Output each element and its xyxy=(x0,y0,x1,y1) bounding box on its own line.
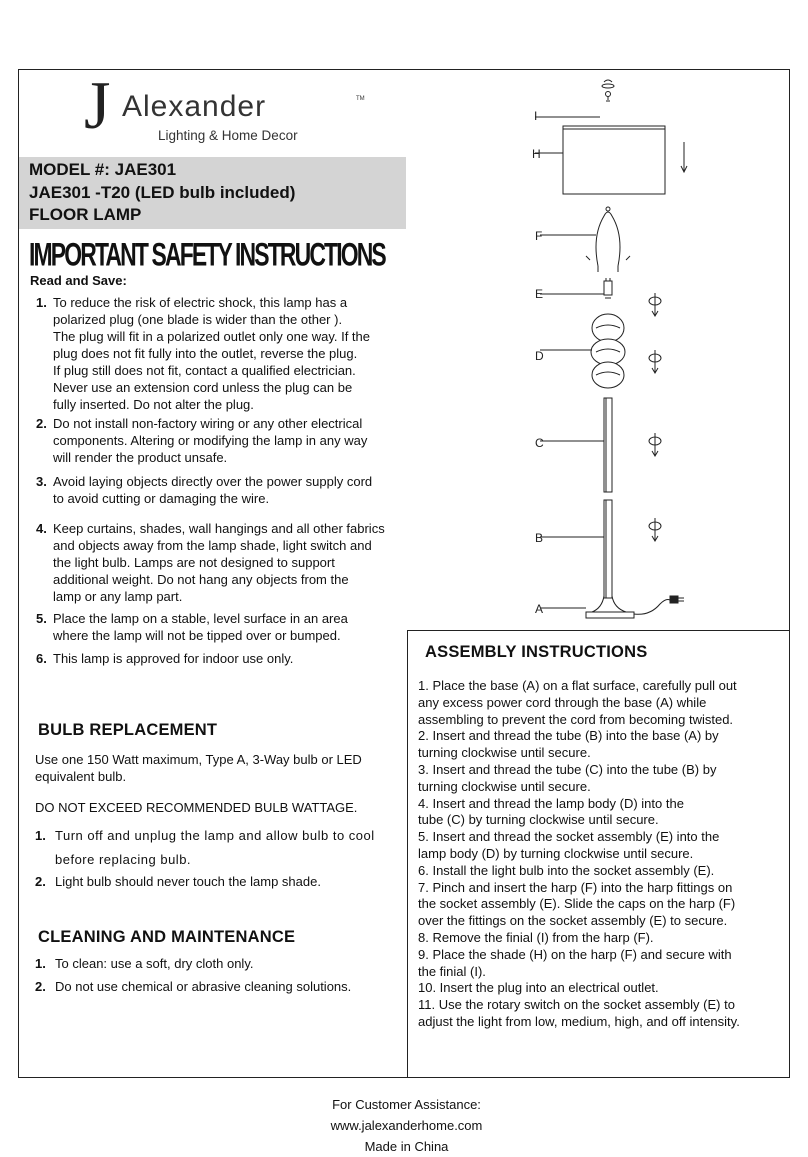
item-text: To reduce the risk of electric shock, this lamp has a polarized plug (one blade is wider than the other ). The plug will fit in a polarized outlet only one way. If the plug does not fit fully into the outlet, reverse the plug. If plug still does not fit, contact a qualified electrician. Never use an extension cord unless the plug can be fully inserted. Do not alter the plug. xyxy=(53,295,370,412)
socket-part xyxy=(540,278,612,298)
assembly-step-9: 9. Place the shade (H) on the harp (F) and secure with the finial (I). xyxy=(418,946,732,979)
assembly-step-11: 11. Use the rotary switch on the socket assembly (E) to adjust the light from low, medium, high, and off intensity. xyxy=(418,997,740,1029)
origin-label: Made in China xyxy=(364,1139,449,1154)
item-number: 4. xyxy=(36,521,47,536)
footer xyxy=(0,1094,808,1157)
safety-item-5 xyxy=(36,610,406,644)
logo-tagline: Lighting & Home Decor xyxy=(158,128,298,143)
tube-b-part xyxy=(540,500,612,598)
tube-c-part xyxy=(540,398,612,492)
website-link[interactable]: www.jalexanderhome.com xyxy=(330,1118,483,1133)
base-part xyxy=(540,596,684,618)
assembly-step-1: 1. Place the base (A) on a flat surface, carefully pull out any excess power cord through the base (A) while assembling to prevent the cord from becoming twisted. xyxy=(418,678,737,727)
brand-logo xyxy=(78,74,378,146)
customer-assistance-label: For Customer Assistance: xyxy=(332,1097,481,1112)
assembly-step-4: 4. Insert and thread the lamp body (D) into the tube (C) by turning clockwise until secure. xyxy=(418,795,684,828)
label-b: B xyxy=(535,531,544,545)
item-number: 2. xyxy=(36,416,47,431)
rotation-arrows xyxy=(649,293,661,541)
item-number: 6. xyxy=(36,651,47,666)
assembly-step-6: 6. Install the light bulb into the socket assembly (E). xyxy=(418,862,715,878)
logo-trademark: TM xyxy=(356,96,365,102)
item-text: Light bulb should never touch the lamp shade. xyxy=(55,874,321,889)
label-e: E xyxy=(535,287,544,301)
cleaning-item-2 xyxy=(35,978,397,995)
label-h: H xyxy=(532,147,541,161)
label-i: I xyxy=(534,109,538,123)
read-save-label: Read and Save: xyxy=(30,273,127,288)
finial-part xyxy=(535,80,614,117)
assembly-step-10: 10. Insert the plug into an electrical outlet. xyxy=(418,980,659,996)
bulb-title: BULB REPLACEMENT xyxy=(38,721,218,739)
logo-name: Alexander xyxy=(122,90,267,123)
item-number: 1. xyxy=(35,828,46,843)
column-divider xyxy=(407,630,408,1078)
label-c: C xyxy=(535,436,544,450)
item-text: This lamp is approved for indoor use only. xyxy=(53,651,294,666)
safety-item-1 xyxy=(36,294,406,413)
model-variant: JAE301 -T20 (LED bulb included) xyxy=(29,182,296,202)
harp-part xyxy=(540,207,630,272)
item-text: Place the lamp on a stable, level surface in an area where the lamp will not be tipped over or bumped. xyxy=(53,611,348,643)
cleaning-item-1 xyxy=(35,955,397,972)
label-d: D xyxy=(535,349,544,363)
item-number: 1. xyxy=(36,295,47,310)
assembly-title: ASSEMBLY INSTRUCTIONS xyxy=(425,643,648,661)
logo-letter: J xyxy=(84,74,111,143)
bulb-item-2 xyxy=(35,873,397,890)
wattage-warning: DO NOT EXCEED RECOMMENDED BULB WATTAGE. xyxy=(35,800,358,815)
item-number: 2. xyxy=(35,874,46,889)
lamp-body-part xyxy=(540,314,625,388)
model-box xyxy=(19,157,406,229)
safety-item-2 xyxy=(36,415,406,466)
safety-item-4 xyxy=(36,520,408,605)
item-number: 2. xyxy=(35,979,46,994)
assembly-step-8: 8. Remove the finial (I) from the harp (F). xyxy=(418,929,654,945)
item-text: To clean: use a soft, dry cloth only. xyxy=(55,956,254,971)
assembly-list xyxy=(418,678,790,1031)
bulb-spec: Use one 150 Watt maximum, Type A, 3-Way bulb or LED equivalent bulb. xyxy=(35,752,362,784)
item-text: Avoid laying objects directly over the power supply cord to avoid cutting or damaging the wire. xyxy=(53,474,373,506)
label-a: A xyxy=(535,602,544,616)
assembly-divider xyxy=(407,630,790,631)
assembly-step-7: 7. Pinch and insert the harp (F) into the harp fittings on the socket assembly (E). Slide the caps on the harp (F) over the fittings on the socket assembly (E) to secure. xyxy=(418,879,736,929)
item-number: 1. xyxy=(35,956,46,971)
product-type: FLOOR LAMP xyxy=(29,205,142,224)
safety-item-6 xyxy=(36,650,406,667)
lamp-exploded-diagram xyxy=(520,76,790,628)
safety-title: IMPORTANT SAFETY INSTRUCTIONS xyxy=(29,236,385,273)
item-text: Do not use chemical or abrasive cleaning solutions. xyxy=(55,979,352,994)
safety-item-3 xyxy=(36,473,406,507)
label-f: F xyxy=(535,229,543,243)
cleaning-title: CLEANING AND MAINTENANCE xyxy=(38,928,296,946)
assembly-step-3: 3. Insert and thread the tube (C) into the tube (B) by turning clockwise until secure. xyxy=(418,761,717,794)
item-text: Keep curtains, shades, wall hangings and all other fabrics and objects away from the lamp shade, light switch and the light bulb. Lamps are not designed to support additional weight. Do not hang any objects from the lamp or any lamp part. xyxy=(53,521,385,604)
model-number: MODEL #: JAE301 xyxy=(29,160,177,179)
item-number: 3. xyxy=(36,474,47,489)
item-text: Do not install non-factory wiring or any other electrical components. Altering or modifying the lamp in any way will render the product unsafe. xyxy=(53,416,368,465)
shade-part xyxy=(535,126,687,194)
assembly-step-5: 5. Insert and thread the socket assembly (E) into the lamp body (D) by turning clockwise until secure. xyxy=(418,829,720,861)
bulb-item-1 xyxy=(35,824,397,872)
item-number: 5. xyxy=(36,611,47,626)
item-text: Turn off and unplug the lamp and allow bulb to cool before replacing bulb. xyxy=(55,828,375,867)
assembly-step-2: 2. Insert and thread the tube (B) into the base (A) by turning clockwise until secure. xyxy=(418,728,719,761)
